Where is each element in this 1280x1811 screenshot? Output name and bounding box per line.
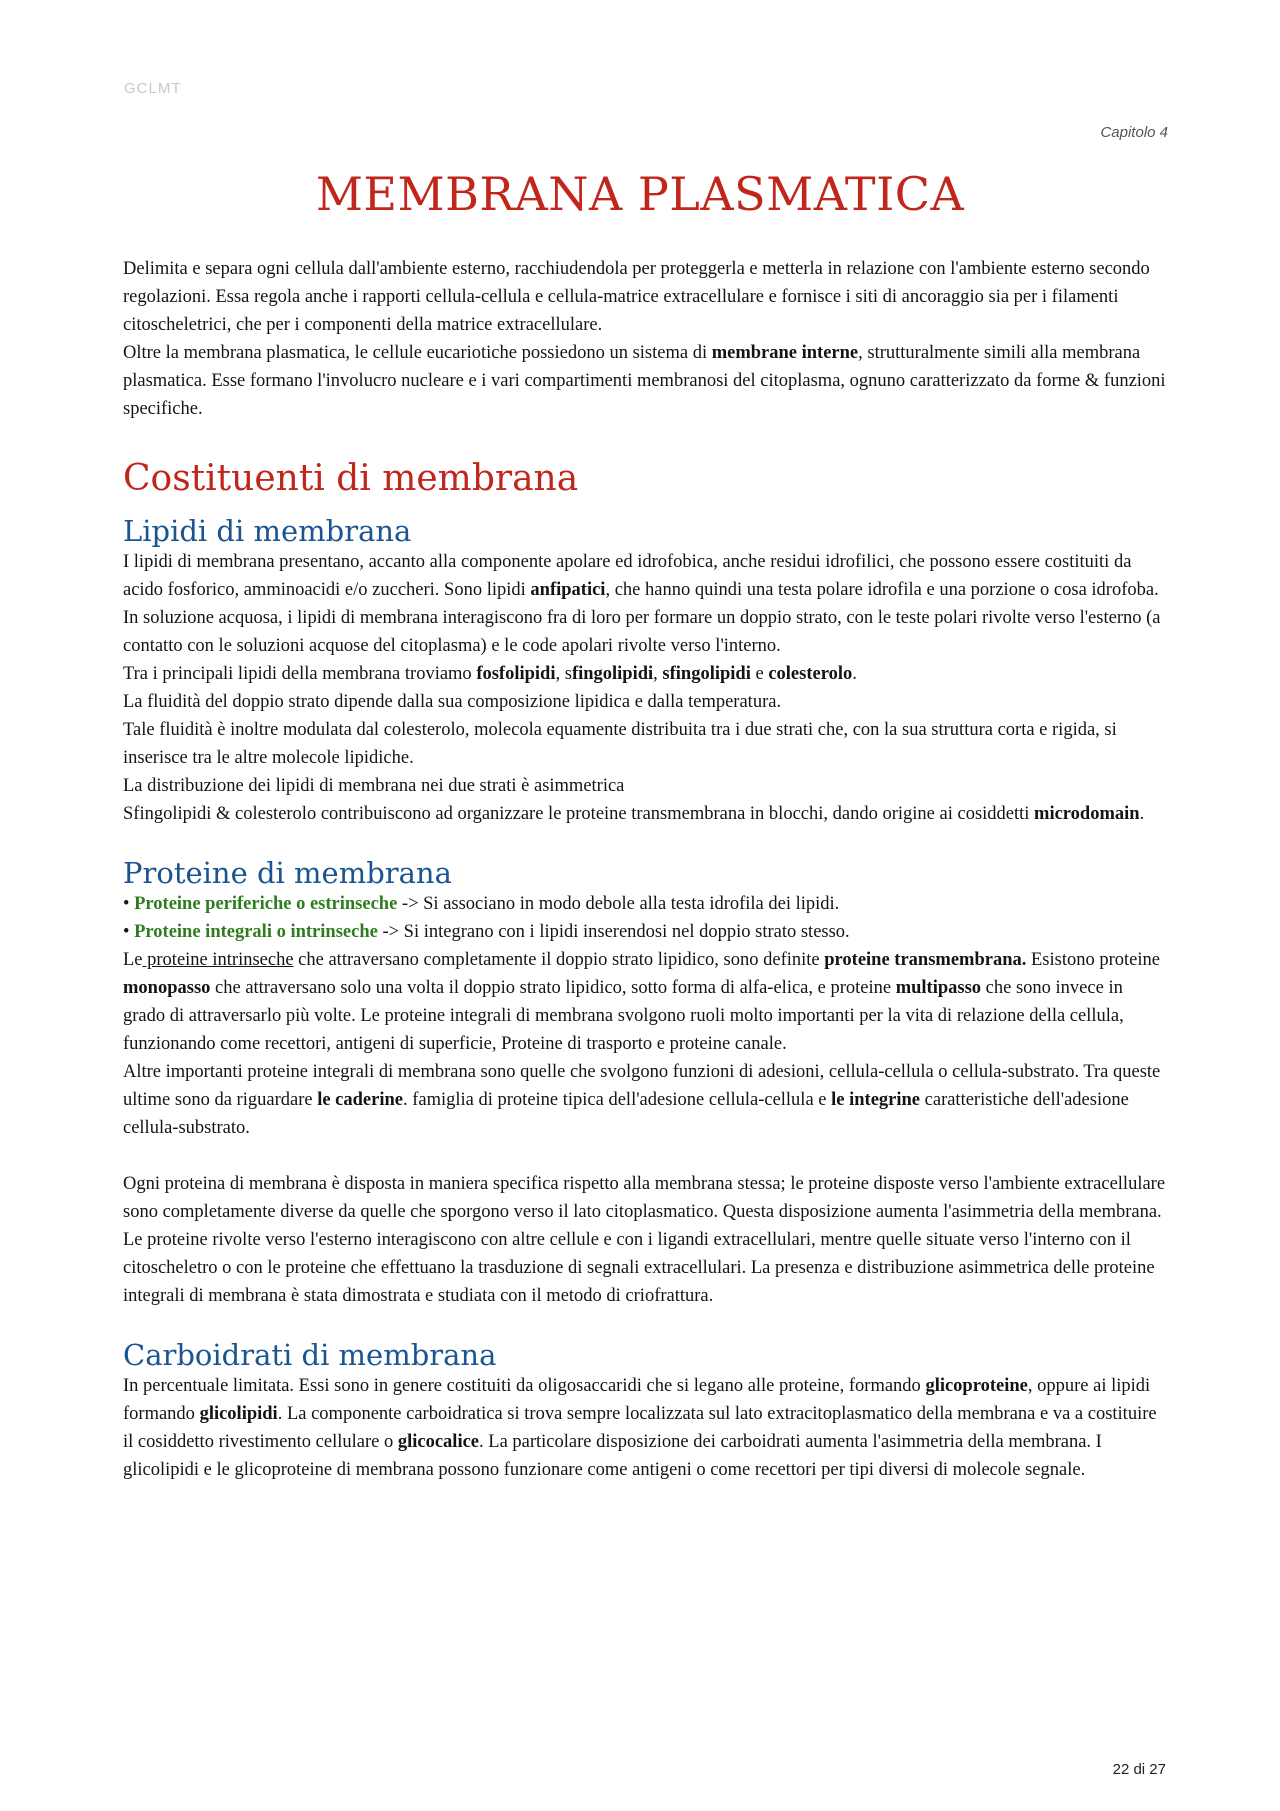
proteine-paragraph-3: Ogni proteina di membrana è disposta in maniera specifica rispetto alla membrana stessa; le proteine disposte verso l'ambiente extracellulare sono completamente diverse da quelle che sporgono verso il lato citoplasmatico. Questa disposizione aumenta l'asimmetria della membrana. Le proteine rivolte verso l'esterno interagiscono con altre cellule e con i ligandi extracellulari, mentre quelle situate verso l'interno con il citoscheletro o con le proteine che effettuano la trasduzione di segnali extracellulari. La presenza e distribuzione asimmetrica delle proteine integrali di membrana è stata dimostrata e studiata con il metodo di criofrattura.: [123, 1174, 1166, 1306]
subsection-heading-proteine: Proteine di membrana: [123, 856, 452, 890]
lipidi-paragraph-1: I lipidi di membrana presentano, accanto alla componente apolare ed idrofobica, anche residui idrofilici, che possono essere costituiti da acido fosforico, amminoacidi e/o zuccheri. Sono lipidi anfipatici, che hanno quindi una testa polare idrofila e una porzione o cosa idrofoba.: [123, 552, 1159, 600]
intro-paragraph-1: Delimita e separa ogni cellula dall'ambiente esterno, racchiudendola per proteggerla e metterla in relazione con l'ambiente esterno secondo regolazioni. Essa regola anche i rapporti cellula-cellula e cellula-matrice extracellulare e fornisce i siti di ancoraggio sia per i filamenti citoscheletrici, che per i componenti della matrice extracellulare.: [123, 259, 1150, 335]
bullet: •: [123, 894, 130, 914]
chapter-label: Capitolo 4: [1100, 124, 1168, 141]
lipidi-paragraph-2: In soluzione acquosa, i lipidi di membrana interagiscono fra di loro per formare un doppio strato, con le teste polari rivolte verso l'esterno (a contatto con le soluzioni acquose del citoplasma) e le code apolari rivolte verso l'interno.: [123, 608, 1161, 656]
lipidi-paragraph-5: Tale fluidità è inoltre modulata dal colesterolo, molecola equamente distribuita tra i due strati che, con la sua struttura corta e rigida, si inserisce tra le altre molecole lipidiche.: [123, 720, 1117, 768]
page-number: 22 di 27: [1112, 1761, 1166, 1778]
section-heading-costituenti: Costituenti di membrana: [123, 458, 579, 499]
carboidrati-paragraph-1: In percentuale limitata. Essi sono in genere costituiti da oligosaccaridi che si legano alle proteine, formando glicoproteine, oppure ai lipidi formando glicolipidi. La componente carboidratica si trova sempre localizzata sul lato extracitoplasmatico della membrana e va a costituire il cosiddetto rivestimento cellulare o glicocalice. La particolare disposizione dei carboidrati aumenta l'asimmetria della membrana. I glicolipidi e le glicoproteine di membrana possono funzionare come antigeni o come recettori per tipi diversi di molecole segnale.: [123, 1376, 1157, 1480]
list-item: • Proteine periferiche o estrinseche -> Si associano in modo debole alla testa idrofila dei lipidi.: [123, 894, 840, 914]
watermark-text: GCLMT: [124, 80, 182, 97]
lipidi-paragraph-6: La distribuzione dei lipidi di membrana nei due strati è asimmetrica: [123, 776, 625, 796]
lipidi-paragraph-3: Tra i principali lipidi della membrana troviamo fosfolipidi, sfingolipidi, sfingolipidi e colesterolo.: [123, 664, 857, 684]
intro-paragraph-2: Oltre la membrana plasmatica, le cellule eucariotiche possiedono un sistema di membrane interne, strutturalmente simili alla membrana plasmatica. Esse formano l'involucro nucleare e i vari compartimenti membranosi del citoplasma, ognuno caratterizzato da forme & funzioni specifiche.: [123, 343, 1166, 419]
page-title: MEMBRANA PLASMATICA: [315, 167, 965, 221]
subsection-heading-carboidrati: Carboidrati di membrana: [123, 1338, 497, 1372]
proteine-paragraph-2: Altre importanti proteine integrali di membrana sono quelle che svolgono funzioni di adesioni, cellula-cellula o cellula-substrato. Tra queste ultime sono da riguardare le caderine. famiglia di proteine tipica dell'adesione cellula-cellula e le integrine caratteristiche dell'adesione cellula-substrato.: [123, 1062, 1161, 1138]
proteine-paragraph-1: Le proteine intrinseche che attraversano completamente il doppio strato lipidico, sono definite proteine transmembrana. Esistono proteine monopasso che attraversano solo una volta il doppio strato lipidico, sotto forma di alfa-elica, e proteine multipasso che sono invece in grado di attraversarlo più volte. Le proteine integrali di membrana svolgono ruoli molto importanti per la vita di relazione della cellula, funzionando come recettori, antigeni di superficie, Proteine di trasporto e proteine canale.: [123, 950, 1160, 1054]
lipidi-paragraph-4: La fluidità del doppio strato dipende dalla sua composizione lipidica e dalla temperatura.: [123, 692, 782, 712]
bullet: •: [123, 922, 130, 942]
list-item: • Proteine integrali o intrinseche -> Si integrano con i lipidi inserendosi nel doppio strato stesso.: [123, 922, 850, 942]
lipidi-paragraph-7: Sfingolipidi & colesterolo contribuiscono ad organizzare le proteine transmembrana in blocchi, dando origine ai cosiddetti microdomain.: [123, 804, 1145, 824]
paragraph-spacer: [123, 1142, 1168, 1170]
subsection-heading-lipidi: Lipidi di membrana: [123, 514, 412, 548]
document-body: [123, 255, 1168, 1484]
